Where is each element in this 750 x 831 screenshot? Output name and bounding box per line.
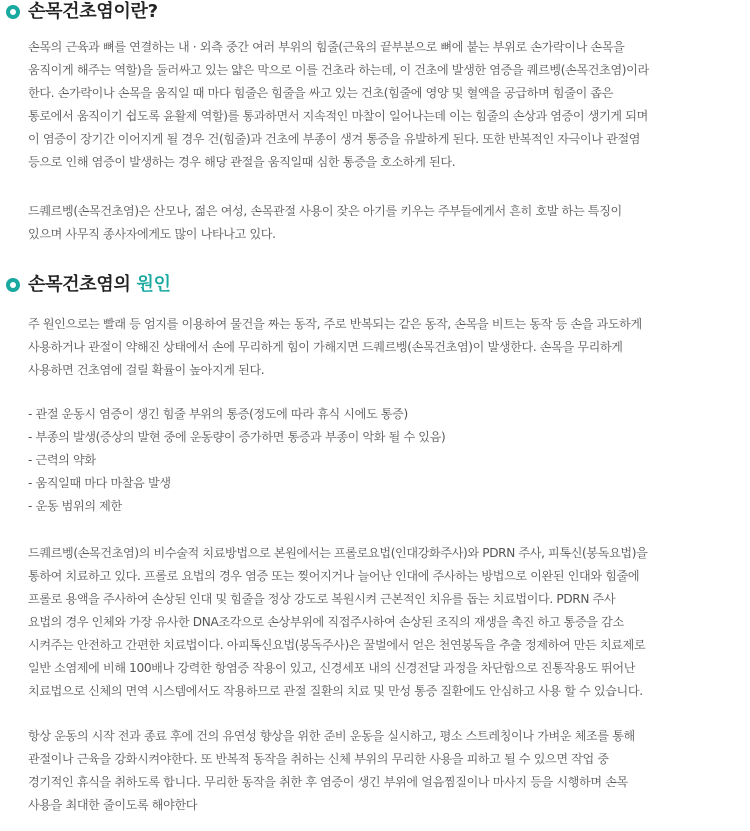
text-line: 한다. 손가락이나 손목을 움직일 때 마다 힘줄은 힘줄을 싸고 있는 건초(힘줄에 영양 및 혈액을 공급하며 힘줄이 좁은 xyxy=(28,86,614,100)
section-heading xyxy=(0,0,750,24)
text-line: 움직이게 해주는 역할)을 둘러싸고 있는 얇은 막으로 이를 건초라 하는데, 이 건초에 발생한 염증을 퀘르벵(손목건초염)이라 xyxy=(28,63,649,77)
text-line: 드퀘르벵(손목건초염)은 산모나, 젊은 여성, 손목관절 사용이 잦은 아기를 키우는 주부들에게서 흔히 호발 하는 특징이 xyxy=(28,204,622,218)
text-line: 경기적인 휴식을 취하도록 합니다. 무리한 동작을 취한 후 염증이 생긴 부위에 얼음찜질이나 마사지 등을 시행하며 손목 xyxy=(28,775,628,789)
text-line: 드퀘르벵(손목건초염)의 비수술적 치료방법으로 본원에서는 프롤로요법(인대강화주사)와 PDRN 주사, 피톡신(봉독요법)을 xyxy=(28,546,648,560)
prevalence-paragraph xyxy=(28,200,750,246)
causes-paragraph xyxy=(28,313,750,382)
text-line: 통로에서 움직이기 쉽도록 윤활제 역할)를 통과하면서 지속적인 마찰이 일어나는데 이는 힘줄의 손상과 염증이 생기게 되며 xyxy=(28,109,648,123)
treatment-paragraph xyxy=(28,542,750,703)
text-line: 사용을 최대한 줄이도록 해야한다 xyxy=(28,798,198,812)
text-line: 통하여 치료하고 있다. 프롤로 요법의 경우 염증 또는 찢어지거나 늘어난 인대에 주사하는 방법으로 이완된 인대와 힘줄에 xyxy=(28,569,640,583)
text-line: 있으며 사무직 종사자에게도 많이 나타나고 있다. xyxy=(28,227,276,241)
list-item: - 운동 범위의 제한 xyxy=(28,499,122,513)
list-item: - 근력의 약화 xyxy=(28,453,96,467)
symptoms-list xyxy=(28,403,750,518)
definition-paragraph xyxy=(28,36,750,174)
circle-bullet-icon xyxy=(6,5,20,19)
section-title-main: 손목건초염의 xyxy=(28,274,137,295)
section-title-accent: 원인 xyxy=(136,274,171,295)
text-line: 이 염증이 장기간 이어지게 될 경우 건(힘줄)과 건초에 부종이 생겨 통증을 유발하게 된다. 또한 반복적인 자극이나 관절염 xyxy=(28,132,641,146)
circle-bullet-icon xyxy=(6,278,20,292)
section-what-is xyxy=(0,0,750,24)
list-item: - 관절 운동시 염증이 생긴 힘줄 부위의 통증(정도에 따라 휴식 시에도 통증) xyxy=(28,407,408,421)
text-line: 요법의 경우 인체와 가장 유사한 DNA조각으로 손상부위에 직접주사하여 손상된 조직의 재생을 촉진 하고 통증을 감소 xyxy=(28,615,624,629)
text-line: 일반 소염제에 비해 100배나 강력한 항염증 작용이 있고, 신경세포 내의 신경전달 과정을 차단함으로 진통작용도 뛰어난 xyxy=(28,661,636,675)
list-item: - 부종의 발생(증상의 발현 중에 운동량이 증가하면 통증과 부종이 악화 될 수 있음) xyxy=(28,430,446,444)
section-heading xyxy=(0,273,750,297)
text-line: 항상 운동의 시작 전과 종료 후에 건의 유연성 향상을 위한 준비 운동을 실시하고, 평소 스트레칭이나 가벼운 체조를 통해 xyxy=(28,729,635,743)
text-line: 시켜주는 안전하고 간편한 치료법이다. 아피톡신요법(봉독주사)은 꿀벌에서 얻은 천연봉독을 추출 정제하여 만든 치료제로 xyxy=(28,638,646,652)
prevention-paragraph xyxy=(28,725,750,817)
text-line: 사용하면 건초염에 걸릴 확률이 높아지게 된다. xyxy=(28,363,265,377)
text-line: 사용하거나 관절이 약해진 상태에서 손에 무리하게 힘이 가해지면 드퀘르벵(손목건초염)이 발생한다. 손목을 무리하게 xyxy=(28,340,623,354)
text-line: 프롤로 용액을 주사하여 손상된 인대 및 힘줄을 정상 강도로 복원시켜 근본적인 치유를 돕는 치료법이다. PDRN 주사 xyxy=(28,592,616,606)
section-title xyxy=(28,273,171,297)
text-line: 등으로 인해 염증이 발생하는 경우 해당 관절을 움직일때 심한 통증을 호소하게 된다. xyxy=(28,155,456,169)
text-line: 손목의 근육과 뼈를 연결하는 내 · 외측 중간 여러 부위의 힘줄(근육의 끝부분으로 뼈에 붙는 부위로 손가락이나 손목을 xyxy=(28,40,625,54)
section-title: 손목건초염이란? xyxy=(28,1,158,22)
text-line: 치료법으로 신체의 면역 시스템에서도 작용하므로 관절 질환의 치료 및 만성 통증 질환에도 안심하고 사용 할 수 있습니다. xyxy=(28,684,643,698)
list-item: - 움직일때 마다 마찰음 발생 xyxy=(28,476,171,490)
text-line: 관절이나 근육을 강화시켜야한다. 또 반복적 동작을 취하는 신체 부위의 무리한 사용을 피하고 될 수 있으면 작업 중 xyxy=(28,752,609,766)
section-causes xyxy=(0,273,750,297)
text-line: 주 원인으로는 빨래 등 엄지를 이용하여 물건을 짜는 동작, 주로 반복되는 같은 동작, 손목을 비트는 동작 등 손을 과도하게 xyxy=(28,317,642,331)
